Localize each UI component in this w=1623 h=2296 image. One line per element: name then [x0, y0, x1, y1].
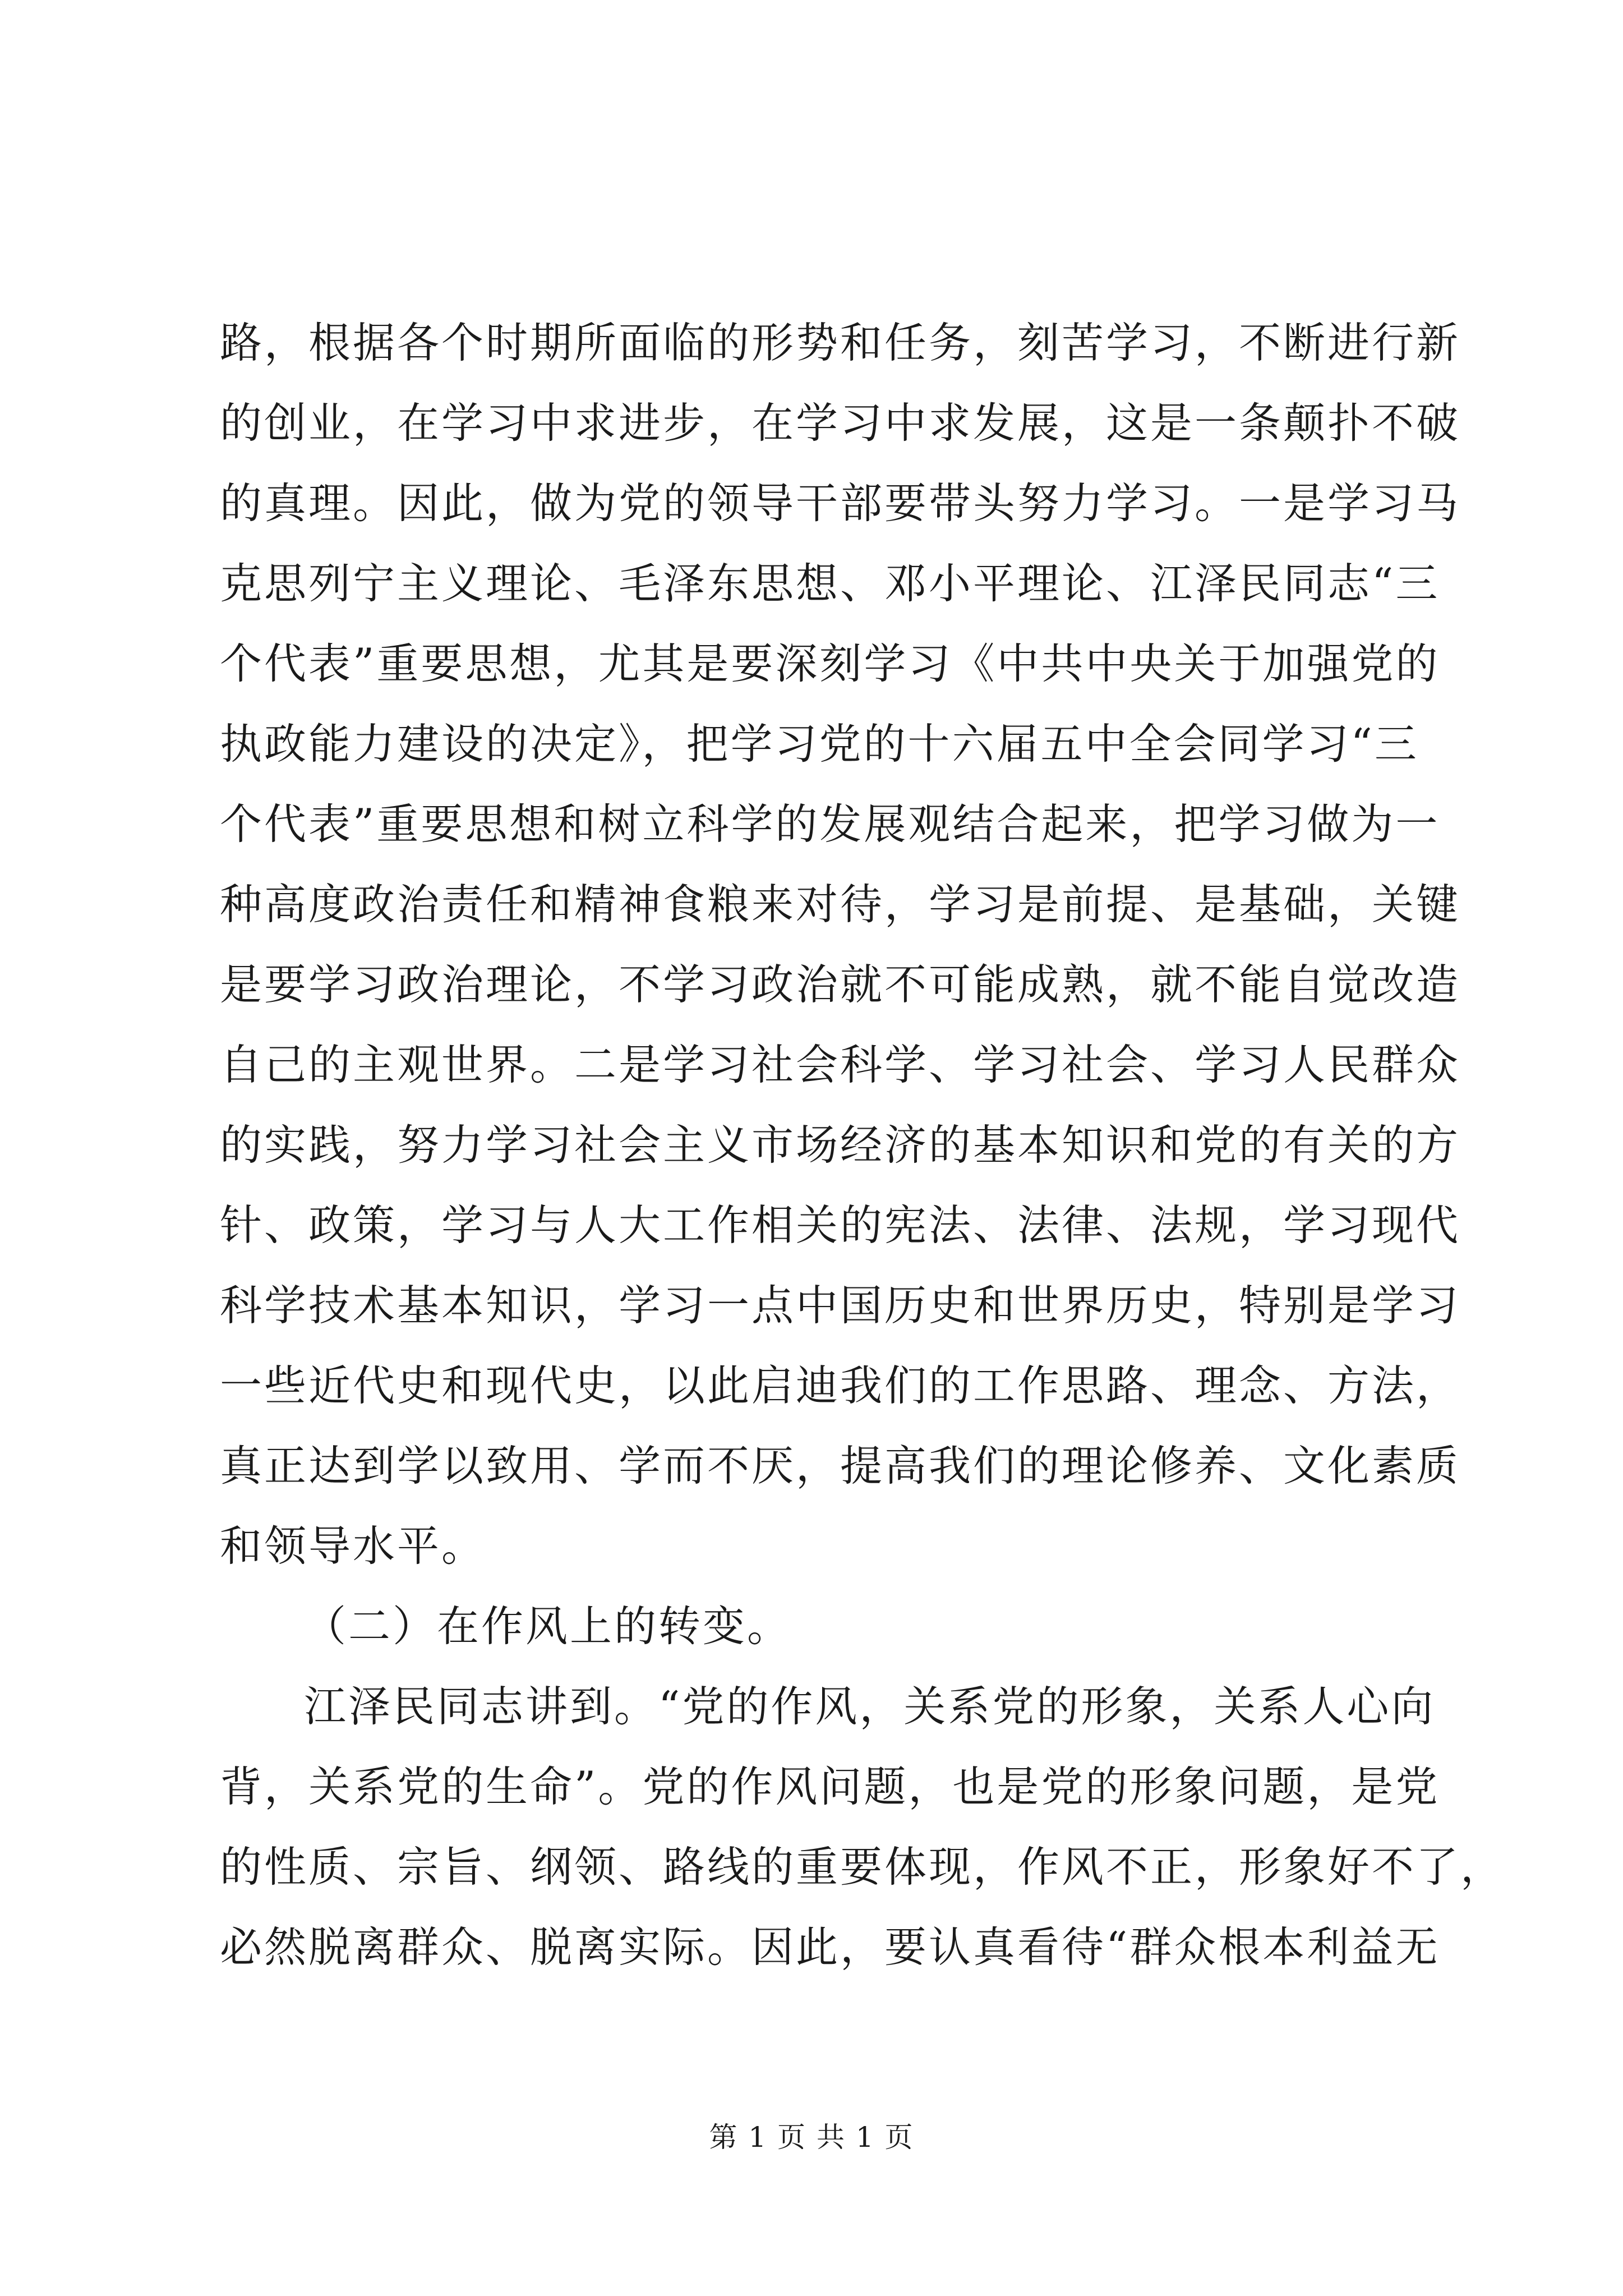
page-footer: 第 1 页 共 1 页: [709, 2121, 914, 2154]
text-line: 背，关系党的生命”。党的作风问题，也是党的形象问题，是党: [220, 1762, 1440, 1811]
section-heading: （二）在作风上的转变。: [304, 1602, 792, 1651]
text-line: 针、政策，学习与人大工作相关的宪法、法律、法规，学习现代: [220, 1200, 1461, 1250]
text-line: 必然脱离群众、脱离实际。因此，要认真看待“群众根本利益无: [220, 1922, 1440, 1972]
text-line: 一些近代史和现代史，以此启迪我们的工作思路、理念、方法，: [220, 1361, 1461, 1410]
text-line: 科学技术基本知识，学习一点中国历史和世界历史，特别是学习: [220, 1281, 1461, 1330]
text-line: 克思列宁主义理论、毛泽东思想、邓小平理论、江泽民同志“三: [220, 559, 1440, 608]
text-line: 和领导水平。: [220, 1521, 486, 1571]
text-line: 执政能力建设的决定》，把学习党的十六届五中全会同学习“三: [220, 719, 1419, 769]
paragraph-first-line: 江泽民同志讲到。“党的作风，关系党的形象，关系人心向: [304, 1682, 1436, 1731]
text-line: 的实践，努力学习社会主义市场经济的基本知识和党的有关的方: [220, 1120, 1461, 1170]
text-line: 是要学习政治理论，不学习政治就不可能成熟，就不能自觉改造: [220, 960, 1461, 1009]
document-body: [220, 303, 1505, 1987]
text-line: 的创业，在学习中求进步，在学习中求发展，这是一条颠扑不破: [220, 398, 1461, 448]
text-line: 个代表”重要思想，尤其是要深刻学习《中共中央关于加强党的: [220, 639, 1440, 688]
text-line: 个代表”重要思想和树立科学的发展观结合起来，把学习做为一: [220, 799, 1440, 849]
text-line: 真正达到学以致用、学而不厌，提高我们的理论修养、文化素质: [220, 1441, 1461, 1490]
text-line: 路，根据各个时期所面临的形势和任务，刻苦学习，不断进行新: [220, 318, 1461, 367]
text-line: 自己的主观世界。二是学习社会科学、学习社会、学习人民群众: [220, 1040, 1461, 1089]
text-line: 的真理。因此，做为党的领导干部要带头努力学习。一是学习马: [220, 478, 1461, 528]
text-line: 的性质、宗旨、纲领、路线的重要体现，作风不正，形象好不了，: [220, 1842, 1505, 1892]
text-line: 种高度政治责任和精神食粮来对待，学习是前提、是基础，关键: [220, 880, 1461, 929]
